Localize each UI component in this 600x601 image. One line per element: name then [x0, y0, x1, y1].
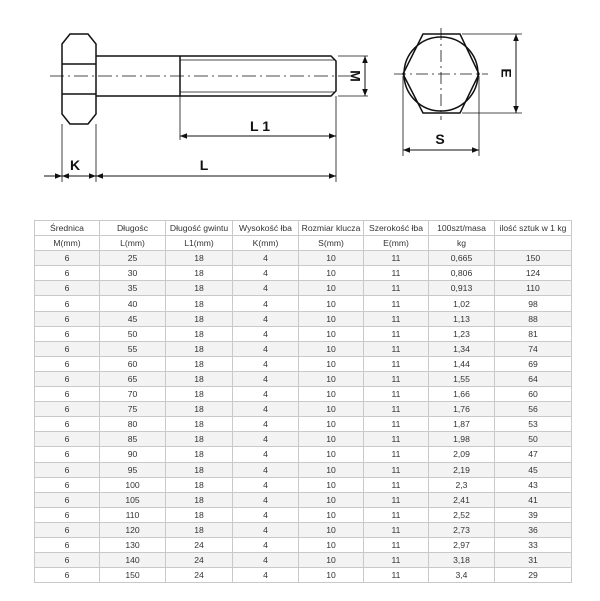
header-cell: Wysokość łba	[233, 221, 299, 236]
table-cell: 18	[166, 311, 233, 326]
table-cell: 4	[233, 311, 299, 326]
label-l: L	[199, 157, 209, 173]
bolt-side-view	[62, 34, 336, 124]
table-cell: 30	[100, 266, 166, 281]
table-cell: 11	[364, 507, 429, 522]
table-cell: 1,02	[429, 296, 495, 311]
label-e: E	[498, 68, 515, 78]
unit-cell: K(mm)	[233, 236, 299, 251]
table-cell: 4	[233, 281, 299, 296]
label-k: K	[69, 157, 81, 173]
table-cell: 10	[299, 447, 364, 462]
table-cell: 18	[166, 371, 233, 386]
table-cell: 130	[100, 537, 166, 552]
unit-cell: L(mm)	[100, 236, 166, 251]
table-cell: 11	[364, 266, 429, 281]
table-cell: 1,87	[429, 417, 495, 432]
table-row	[35, 281, 572, 296]
table-cell: 110	[495, 281, 572, 296]
table-cell: 18	[166, 477, 233, 492]
table-cell: 0,665	[429, 251, 495, 266]
table-cell: 6	[35, 356, 100, 371]
table-cell: 18	[166, 507, 233, 522]
table-cell: 75	[100, 402, 166, 417]
table-cell: 4	[233, 432, 299, 447]
header-cell: Średnica	[35, 221, 100, 236]
table-cell: 4	[233, 447, 299, 462]
table-cell: 18	[166, 266, 233, 281]
table-cell: 6	[35, 417, 100, 432]
table-cell: 6	[35, 311, 100, 326]
table-row	[35, 477, 572, 492]
table-cell: 24	[166, 568, 233, 583]
table-cell: 18	[166, 387, 233, 402]
table-cell: 10	[299, 537, 364, 552]
table-cell: 6	[35, 447, 100, 462]
table-cell: 60	[100, 356, 166, 371]
table-cell: 1,98	[429, 432, 495, 447]
table-row	[35, 492, 572, 507]
table-cell: 120	[100, 522, 166, 537]
label-s: S	[435, 131, 445, 147]
table-cell: 3,18	[429, 553, 495, 568]
table-cell: 33	[495, 537, 572, 552]
table-cell: 10	[299, 432, 364, 447]
table-cell: 40	[100, 296, 166, 311]
unit-cell	[495, 236, 572, 251]
table-cell: 6	[35, 568, 100, 583]
table-cell: 2,19	[429, 462, 495, 477]
table-cell: 18	[166, 281, 233, 296]
header-cell: ilość sztuk w 1 kg	[495, 221, 572, 236]
table-cell: 11	[364, 522, 429, 537]
table-cell: 10	[299, 251, 364, 266]
table-cell: 11	[364, 296, 429, 311]
table-row	[35, 371, 572, 386]
table-cell: 81	[495, 326, 572, 341]
table-cell: 4	[233, 356, 299, 371]
spec-table	[34, 220, 572, 583]
table-row	[35, 387, 572, 402]
table-cell: 4	[233, 507, 299, 522]
table-cell: 1,13	[429, 311, 495, 326]
table-cell: 11	[364, 447, 429, 462]
table-cell: 18	[166, 296, 233, 311]
table-cell: 11	[364, 326, 429, 341]
table-cell: 6	[35, 326, 100, 341]
table-cell: 10	[299, 311, 364, 326]
table-cell: 4	[233, 568, 299, 583]
table-cell: 6	[35, 266, 100, 281]
table-cell: 24	[166, 537, 233, 552]
table-cell: 11	[364, 417, 429, 432]
table-cell: 2,3	[429, 477, 495, 492]
table-cell: 10	[299, 296, 364, 311]
table-cell: 56	[495, 402, 572, 417]
table-cell: 35	[100, 281, 166, 296]
table-cell: 6	[35, 522, 100, 537]
table-cell: 6	[35, 296, 100, 311]
table-cell: 25	[100, 251, 166, 266]
table-cell: 10	[299, 281, 364, 296]
table-cell: 88	[495, 311, 572, 326]
table-cell: 70	[100, 387, 166, 402]
table-cell: 10	[299, 402, 364, 417]
table-cell: 2,73	[429, 522, 495, 537]
header-cell: 100szt/masa	[429, 221, 495, 236]
table-cell: 10	[299, 326, 364, 341]
table-cell: 11	[364, 251, 429, 266]
table-cell: 10	[299, 341, 364, 356]
table-row	[35, 462, 572, 477]
table-row	[35, 522, 572, 537]
table-cell: 3,4	[429, 568, 495, 583]
table-cell: 45	[495, 462, 572, 477]
table-cell: 4	[233, 296, 299, 311]
table-cell: 10	[299, 371, 364, 386]
table-cell: 11	[364, 341, 429, 356]
table-cell: 39	[495, 507, 572, 522]
table-cell: 11	[364, 281, 429, 296]
table-cell: 100	[100, 477, 166, 492]
table-cell: 11	[364, 492, 429, 507]
table-cell: 11	[364, 553, 429, 568]
table-cell: 10	[299, 492, 364, 507]
table-row	[35, 507, 572, 522]
table-cell: 11	[364, 387, 429, 402]
table-cell: 55	[100, 341, 166, 356]
table-cell: 6	[35, 462, 100, 477]
table-row	[35, 266, 572, 281]
table-cell: 11	[364, 477, 429, 492]
table-row	[35, 432, 572, 447]
table-cell: 50	[100, 326, 166, 341]
table-cell: 11	[364, 371, 429, 386]
header-row	[35, 221, 572, 236]
table-cell: 45	[100, 311, 166, 326]
label-m: M	[347, 70, 364, 82]
table-cell: 4	[233, 553, 299, 568]
table-cell: 6	[35, 432, 100, 447]
table-cell: 65	[100, 371, 166, 386]
table-row	[35, 447, 572, 462]
table-row	[35, 553, 572, 568]
table-cell: 69	[495, 356, 572, 371]
table-cell: 29	[495, 568, 572, 583]
table-cell: 74	[495, 341, 572, 356]
table-cell: 4	[233, 266, 299, 281]
table-row	[35, 402, 572, 417]
table-cell: 60	[495, 387, 572, 402]
table-cell: 4	[233, 387, 299, 402]
table-cell: 10	[299, 462, 364, 477]
table-row	[35, 311, 572, 326]
table-cell: 18	[166, 522, 233, 537]
table-cell: 18	[166, 326, 233, 341]
table-cell: 85	[100, 432, 166, 447]
table-cell: 31	[495, 553, 572, 568]
table-cell: 1,55	[429, 371, 495, 386]
table-cell: 95	[100, 462, 166, 477]
unit-cell: M(mm)	[35, 236, 100, 251]
table-cell: 4	[233, 251, 299, 266]
table-cell: 64	[495, 371, 572, 386]
table-cell: 6	[35, 387, 100, 402]
table-row	[35, 537, 572, 552]
table-cell: 2,41	[429, 492, 495, 507]
table-cell: 18	[166, 447, 233, 462]
table-cell: 1,76	[429, 402, 495, 417]
table-cell: 10	[299, 417, 364, 432]
table-cell: 10	[299, 266, 364, 281]
table-cell: 11	[364, 356, 429, 371]
table-cell: 0,806	[429, 266, 495, 281]
table-cell: 43	[495, 477, 572, 492]
table-cell: 2,52	[429, 507, 495, 522]
table-cell: 1,23	[429, 326, 495, 341]
unit-cell: S(mm)	[299, 236, 364, 251]
table-cell: 18	[166, 341, 233, 356]
label-l1: L 1	[250, 118, 270, 134]
table-cell: 4	[233, 522, 299, 537]
table-row	[35, 568, 572, 583]
header-cell: Szerokość łba	[364, 221, 429, 236]
table-row	[35, 341, 572, 356]
unit-cell: E(mm)	[364, 236, 429, 251]
table-cell: 18	[166, 356, 233, 371]
table-row	[35, 251, 572, 266]
table-cell: 6	[35, 477, 100, 492]
table-cell: 0,913	[429, 281, 495, 296]
table-cell: 11	[364, 402, 429, 417]
table-cell: 10	[299, 507, 364, 522]
table-cell: 4	[233, 402, 299, 417]
table-cell: 18	[166, 492, 233, 507]
table-cell: 53	[495, 417, 572, 432]
table-cell: 98	[495, 296, 572, 311]
table-cell: 24	[166, 553, 233, 568]
table-cell: 105	[100, 492, 166, 507]
table-cell: 47	[495, 447, 572, 462]
table-cell: 6	[35, 507, 100, 522]
table-cell: 1,34	[429, 341, 495, 356]
table-row	[35, 296, 572, 311]
table-cell: 6	[35, 553, 100, 568]
bolt-drawing	[0, 0, 600, 215]
table-cell: 4	[233, 462, 299, 477]
table-cell: 90	[100, 447, 166, 462]
table-cell: 6	[35, 251, 100, 266]
unit-cell: kg	[429, 236, 495, 251]
table-cell: 2,09	[429, 447, 495, 462]
table-cell: 4	[233, 371, 299, 386]
table-cell: 36	[495, 522, 572, 537]
table-cell: 4	[233, 417, 299, 432]
table-cell: 1,66	[429, 387, 495, 402]
table-cell: 1,44	[429, 356, 495, 371]
table-cell: 6	[35, 537, 100, 552]
table-cell: 10	[299, 568, 364, 583]
table-cell: 11	[364, 462, 429, 477]
header-cell: Długość gwintu	[166, 221, 233, 236]
table-cell: 6	[35, 281, 100, 296]
unit-cell: L1(mm)	[166, 236, 233, 251]
table-cell: 4	[233, 477, 299, 492]
table-cell: 110	[100, 507, 166, 522]
table-cell: 18	[166, 432, 233, 447]
table-cell: 11	[364, 537, 429, 552]
table-cell: 41	[495, 492, 572, 507]
table-cell: 11	[364, 432, 429, 447]
table-cell: 6	[35, 492, 100, 507]
units-row	[35, 236, 572, 251]
table-cell: 10	[299, 356, 364, 371]
extension-lines	[62, 56, 368, 182]
table-cell: 18	[166, 402, 233, 417]
table-cell: 4	[233, 341, 299, 356]
table-cell: 18	[166, 462, 233, 477]
bolt-head	[62, 34, 96, 124]
table-cell: 150	[495, 251, 572, 266]
header-cell: Rozmiar klucza	[299, 221, 364, 236]
table-cell: 50	[495, 432, 572, 447]
table-cell: 2,97	[429, 537, 495, 552]
table-row	[35, 356, 572, 371]
table-cell: 4	[233, 537, 299, 552]
table-row	[35, 417, 572, 432]
table-cell: 10	[299, 553, 364, 568]
table-cell: 6	[35, 402, 100, 417]
table-cell: 18	[166, 251, 233, 266]
table-cell: 11	[364, 311, 429, 326]
table-cell: 150	[100, 568, 166, 583]
table-cell: 4	[233, 326, 299, 341]
table-cell: 10	[299, 477, 364, 492]
table-cell: 18	[166, 417, 233, 432]
header-cell: Długośc	[100, 221, 166, 236]
table-row	[35, 326, 572, 341]
table-cell: 124	[495, 266, 572, 281]
table-cell: 4	[233, 492, 299, 507]
table-cell: 11	[364, 568, 429, 583]
table-cell: 140	[100, 553, 166, 568]
table-cell: 80	[100, 417, 166, 432]
table-cell: 10	[299, 522, 364, 537]
table-cell: 6	[35, 341, 100, 356]
table-cell: 10	[299, 387, 364, 402]
table-cell: 6	[35, 371, 100, 386]
